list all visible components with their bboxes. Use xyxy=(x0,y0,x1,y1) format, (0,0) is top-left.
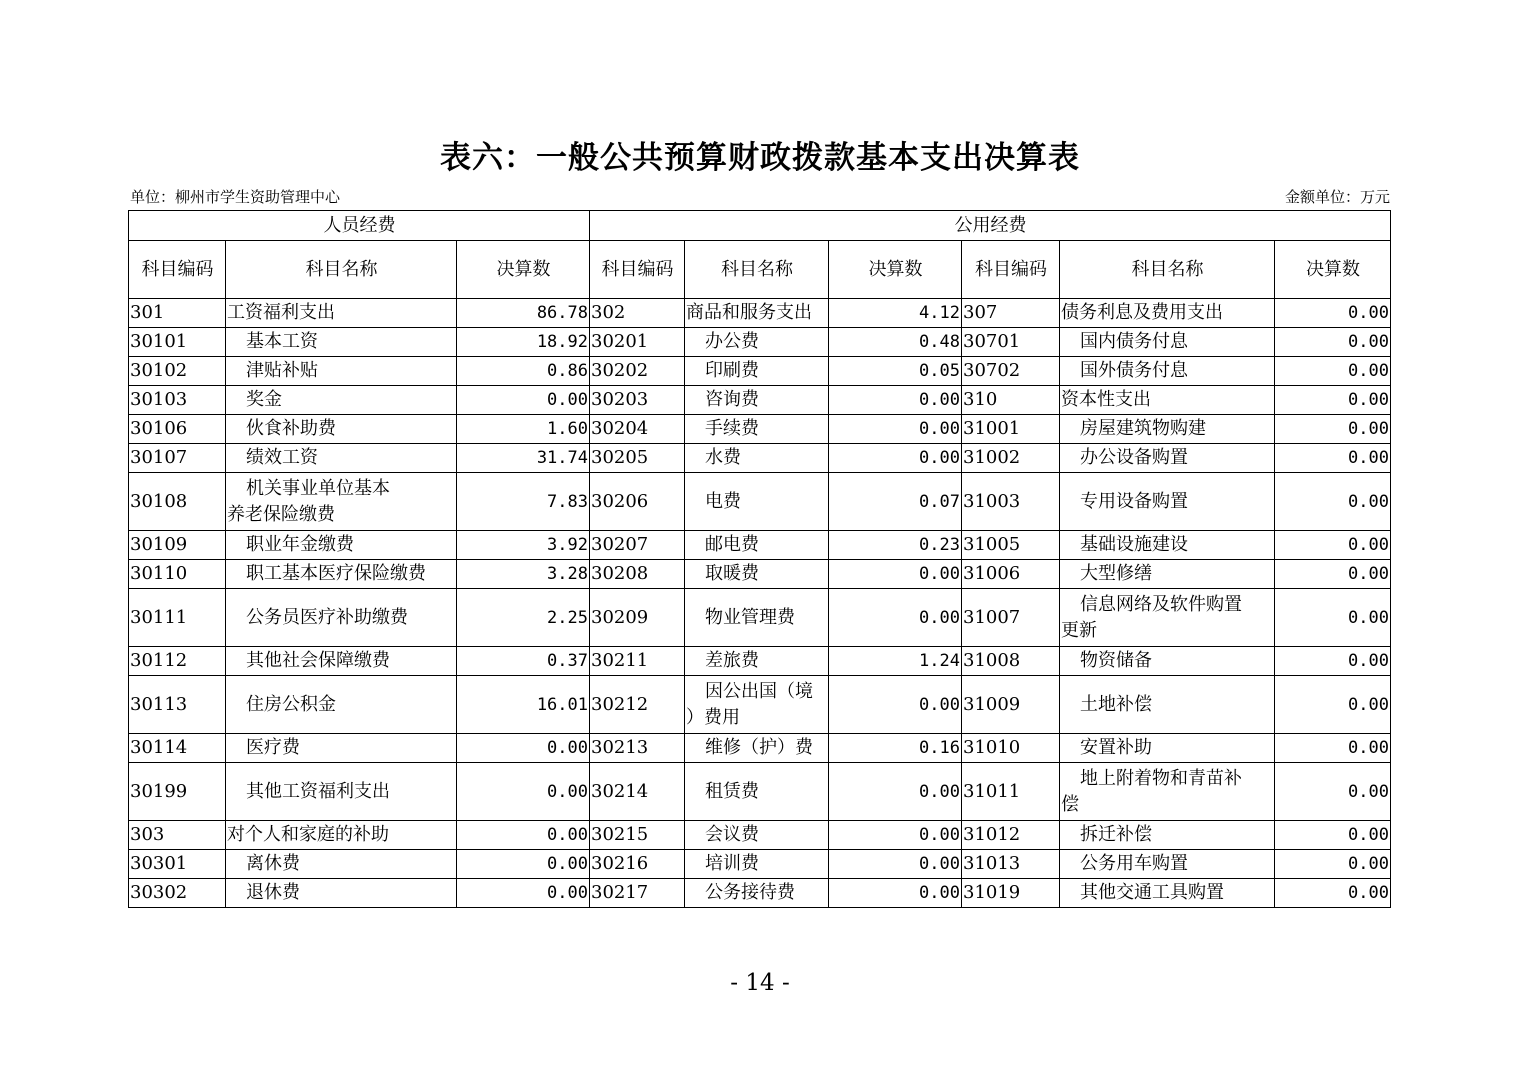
subject-name-cell: 差旅费 xyxy=(685,647,829,676)
amount-cell: 0.00 xyxy=(1275,763,1391,821)
subject-name-cell: 电费 xyxy=(685,473,829,531)
subject-name-cell: 绩效工资 xyxy=(226,444,457,473)
subject-name-cell: 培训费 xyxy=(685,850,829,879)
column-header: 科目编码 xyxy=(590,241,685,299)
amount-cell: 7.83 xyxy=(457,473,590,531)
subject-name-cell: 医疗费 xyxy=(226,734,457,763)
subject-code-cell: 31001 xyxy=(962,415,1060,444)
expenditure-table xyxy=(128,210,1391,908)
amount-cell: 0.48 xyxy=(829,328,962,357)
subject-name-cell: 取暖费 xyxy=(685,560,829,589)
amount-cell: 86.78 xyxy=(457,299,590,328)
page-number: - 14 - xyxy=(730,970,790,996)
amount-cell: 0.00 xyxy=(829,821,962,850)
subject-name-cell: 资本性支出 xyxy=(1060,386,1275,415)
amount-cell: 3.28 xyxy=(457,560,590,589)
subject-code-cell: 30212 xyxy=(590,676,685,734)
subject-code-cell: 31012 xyxy=(962,821,1060,850)
subject-code-cell: 30201 xyxy=(590,328,685,357)
amount-cell: 16.01 xyxy=(457,676,590,734)
subject-code-cell: 31011 xyxy=(962,763,1060,821)
subject-code-cell: 30204 xyxy=(590,415,685,444)
amount-cell: 0.00 xyxy=(1275,589,1391,647)
subject-code-cell: 30113 xyxy=(129,676,226,734)
amount-cell: 0.00 xyxy=(1275,531,1391,560)
column-header: 科目编码 xyxy=(962,241,1060,299)
section-personnel-header: 人员经费 xyxy=(129,211,590,241)
subject-code-cell: 30205 xyxy=(590,444,685,473)
subject-name-cell: 印刷费 xyxy=(685,357,829,386)
subject-code-cell: 30701 xyxy=(962,328,1060,357)
amount-cell: 1.60 xyxy=(457,415,590,444)
amount-cell: 0.00 xyxy=(1275,415,1391,444)
table-row xyxy=(129,589,1391,647)
amount-cell: 0.00 xyxy=(1275,328,1391,357)
subject-name-cell: 国外债务付息 xyxy=(1060,357,1275,386)
subject-name-cell: 公务员医疗补助缴费 xyxy=(226,589,457,647)
subject-name-cell: 奖金 xyxy=(226,386,457,415)
amount-cell: 0.23 xyxy=(829,531,962,560)
subject-name-cell: 其他工资福利支出 xyxy=(226,763,457,821)
table-row xyxy=(129,647,1391,676)
subject-code-cell: 30107 xyxy=(129,444,226,473)
table-row xyxy=(129,357,1391,386)
amount-cell: 0.00 xyxy=(829,676,962,734)
amount-cell: 0.00 xyxy=(457,879,590,908)
subject-code-cell: 30302 xyxy=(129,879,226,908)
subject-code-cell: 31019 xyxy=(962,879,1060,908)
amount-cell: 31.74 xyxy=(457,444,590,473)
amount-cell: 0.00 xyxy=(1275,850,1391,879)
table-row xyxy=(129,821,1391,850)
subject-code-cell: 30102 xyxy=(129,357,226,386)
amount-cell: 4.12 xyxy=(829,299,962,328)
subject-code-cell: 30216 xyxy=(590,850,685,879)
subject-code-cell: 30209 xyxy=(590,589,685,647)
subject-name-cell: 拆迁补偿 xyxy=(1060,821,1275,850)
subject-name-cell: 住房公积金 xyxy=(226,676,457,734)
subject-name-cell: 维修（护）费 xyxy=(685,734,829,763)
amount-cell: 1.24 xyxy=(829,647,962,676)
amount-cell: 0.07 xyxy=(829,473,962,531)
subject-name-cell: 公务用车购置 xyxy=(1060,850,1275,879)
amount-cell: 0.00 xyxy=(1275,560,1391,589)
section-public-header: 公用经费 xyxy=(590,211,1391,241)
amount-cell: 0.00 xyxy=(829,444,962,473)
subject-code-cell: 30110 xyxy=(129,560,226,589)
table-row xyxy=(129,473,1391,531)
subject-code-cell: 30217 xyxy=(590,879,685,908)
amount-cell: 0.00 xyxy=(457,821,590,850)
subject-name-cell: 信息网络及软件购置 更新 xyxy=(1060,589,1275,647)
subject-name-cell: 地上附着物和青苗补 偿 xyxy=(1060,763,1275,821)
table-row xyxy=(129,299,1391,328)
unit-label: 单位：柳州市学生资助管理中心 xyxy=(130,188,341,206)
table-row xyxy=(129,879,1391,908)
subject-code-cell: 30215 xyxy=(590,821,685,850)
subject-code-cell: 31010 xyxy=(962,734,1060,763)
subject-name-cell: 会议费 xyxy=(685,821,829,850)
amount-cell: 0.00 xyxy=(457,850,590,879)
subject-name-cell: 伙食补助费 xyxy=(226,415,457,444)
table-row xyxy=(129,386,1391,415)
subject-code-cell: 30106 xyxy=(129,415,226,444)
subject-code-cell: 30213 xyxy=(590,734,685,763)
column-header: 科目编码 xyxy=(129,241,226,299)
subject-name-cell: 物资储备 xyxy=(1060,647,1275,676)
subject-name-cell: 商品和服务支出 xyxy=(685,299,829,328)
subject-name-cell: 离休费 xyxy=(226,850,457,879)
amount-cell: 0.00 xyxy=(829,763,962,821)
amount-cell: 0.00 xyxy=(1275,386,1391,415)
table-row xyxy=(129,328,1391,357)
subject-code-cell: 31013 xyxy=(962,850,1060,879)
subject-code-cell: 303 xyxy=(129,821,226,850)
amount-cell: 0.00 xyxy=(829,560,962,589)
amount-cell: 0.00 xyxy=(829,386,962,415)
subject-name-cell: 退休费 xyxy=(226,879,457,908)
subject-name-cell: 手续费 xyxy=(685,415,829,444)
amount-cell: 0.00 xyxy=(1275,357,1391,386)
subject-name-cell: 津贴补贴 xyxy=(226,357,457,386)
subject-code-cell: 301 xyxy=(129,299,226,328)
subject-code-cell: 30208 xyxy=(590,560,685,589)
table-row xyxy=(129,850,1391,879)
subject-code-cell: 310 xyxy=(962,386,1060,415)
subject-name-cell: 大型修缮 xyxy=(1060,560,1275,589)
amount-cell: 0.00 xyxy=(1275,473,1391,531)
amount-cell: 0.00 xyxy=(1275,299,1391,328)
subject-name-cell: 其他社会保障缴费 xyxy=(226,647,457,676)
subject-code-cell: 31003 xyxy=(962,473,1060,531)
table-row xyxy=(129,676,1391,734)
amount-cell: 0.00 xyxy=(829,415,962,444)
amount-cell: 0.00 xyxy=(829,879,962,908)
subject-code-cell: 30202 xyxy=(590,357,685,386)
subject-code-cell: 31008 xyxy=(962,647,1060,676)
subject-name-cell: 水费 xyxy=(685,444,829,473)
amount-cell: 0.37 xyxy=(457,647,590,676)
subject-code-cell: 31005 xyxy=(962,531,1060,560)
subject-name-cell: 专用设备购置 xyxy=(1060,473,1275,531)
subject-code-cell: 30214 xyxy=(590,763,685,821)
subject-name-cell: 安置补助 xyxy=(1060,734,1275,763)
subject-name-cell: 工资福利支出 xyxy=(226,299,457,328)
page-title: 表六：一般公共预算财政拨款基本支出决算表 xyxy=(440,140,1080,176)
subject-name-cell: 公务接待费 xyxy=(685,879,829,908)
subject-code-cell: 30103 xyxy=(129,386,226,415)
subject-code-cell: 30101 xyxy=(129,328,226,357)
subject-name-cell: 对个人和家庭的补助 xyxy=(226,821,457,850)
subject-code-cell: 30108 xyxy=(129,473,226,531)
subject-name-cell: 邮电费 xyxy=(685,531,829,560)
subject-code-cell: 30199 xyxy=(129,763,226,821)
table-row xyxy=(129,763,1391,821)
subject-name-cell: 办公费 xyxy=(685,328,829,357)
subject-name-cell: 职业年金缴费 xyxy=(226,531,457,560)
amount-cell: 0.00 xyxy=(829,850,962,879)
subject-code-cell: 30111 xyxy=(129,589,226,647)
subject-code-cell: 30702 xyxy=(962,357,1060,386)
subject-code-cell: 30109 xyxy=(129,531,226,560)
subject-code-cell: 31002 xyxy=(962,444,1060,473)
amount-cell: 0.00 xyxy=(1275,676,1391,734)
column-header: 决算数 xyxy=(1275,241,1391,299)
amount-cell: 0.05 xyxy=(829,357,962,386)
subject-name-cell: 因公出国（境 ）费用 xyxy=(685,676,829,734)
subject-code-cell: 31006 xyxy=(962,560,1060,589)
table-row xyxy=(129,560,1391,589)
amount-cell: 0.00 xyxy=(457,734,590,763)
table-row xyxy=(129,444,1391,473)
amount-cell: 2.25 xyxy=(457,589,590,647)
table-row xyxy=(129,734,1391,763)
subject-code-cell: 30301 xyxy=(129,850,226,879)
amount-cell: 0.00 xyxy=(1275,734,1391,763)
amount-unit-label: 金额单位：万元 xyxy=(1284,188,1390,206)
column-header: 决算数 xyxy=(457,241,590,299)
subject-name-cell: 咨询费 xyxy=(685,386,829,415)
subject-code-cell: 30203 xyxy=(590,386,685,415)
subject-code-cell: 302 xyxy=(590,299,685,328)
subject-code-cell: 30112 xyxy=(129,647,226,676)
subject-code-cell: 31009 xyxy=(962,676,1060,734)
amount-cell: 0.00 xyxy=(1275,821,1391,850)
subject-name-cell: 物业管理费 xyxy=(685,589,829,647)
amount-cell: 0.00 xyxy=(457,386,590,415)
column-header: 科目名称 xyxy=(685,241,829,299)
column-header: 科目名称 xyxy=(226,241,457,299)
subject-name-cell: 职工基本医疗保险缴费 xyxy=(226,560,457,589)
subject-code-cell: 30114 xyxy=(129,734,226,763)
amount-cell: 0.00 xyxy=(1275,444,1391,473)
subject-name-cell: 国内债务付息 xyxy=(1060,328,1275,357)
column-header: 科目名称 xyxy=(1060,241,1275,299)
table-row xyxy=(129,531,1391,560)
amount-cell: 18.92 xyxy=(457,328,590,357)
amount-cell: 0.16 xyxy=(829,734,962,763)
subject-name-cell: 基础设施建设 xyxy=(1060,531,1275,560)
amount-cell: 0.00 xyxy=(1275,647,1391,676)
subject-code-cell: 30207 xyxy=(590,531,685,560)
subject-name-cell: 房屋建筑物购建 xyxy=(1060,415,1275,444)
subject-name-cell: 办公设备购置 xyxy=(1060,444,1275,473)
amount-cell: 0.00 xyxy=(829,589,962,647)
amount-cell: 3.92 xyxy=(457,531,590,560)
subject-code-cell: 30211 xyxy=(590,647,685,676)
subject-name-cell: 机关事业单位基本 养老保险缴费 xyxy=(226,473,457,531)
subject-name-cell: 租赁费 xyxy=(685,763,829,821)
subject-code-cell: 307 xyxy=(962,299,1060,328)
amount-cell: 0.00 xyxy=(1275,879,1391,908)
amount-cell: 0.86 xyxy=(457,357,590,386)
subject-name-cell: 债务利息及费用支出 xyxy=(1060,299,1275,328)
subject-code-cell: 30206 xyxy=(590,473,685,531)
table-row xyxy=(129,415,1391,444)
subject-name-cell: 土地补偿 xyxy=(1060,676,1275,734)
subject-name-cell: 其他交通工具购置 xyxy=(1060,879,1275,908)
column-header: 决算数 xyxy=(829,241,962,299)
subject-name-cell: 基本工资 xyxy=(226,328,457,357)
amount-cell: 0.00 xyxy=(457,763,590,821)
subject-code-cell: 31007 xyxy=(962,589,1060,647)
